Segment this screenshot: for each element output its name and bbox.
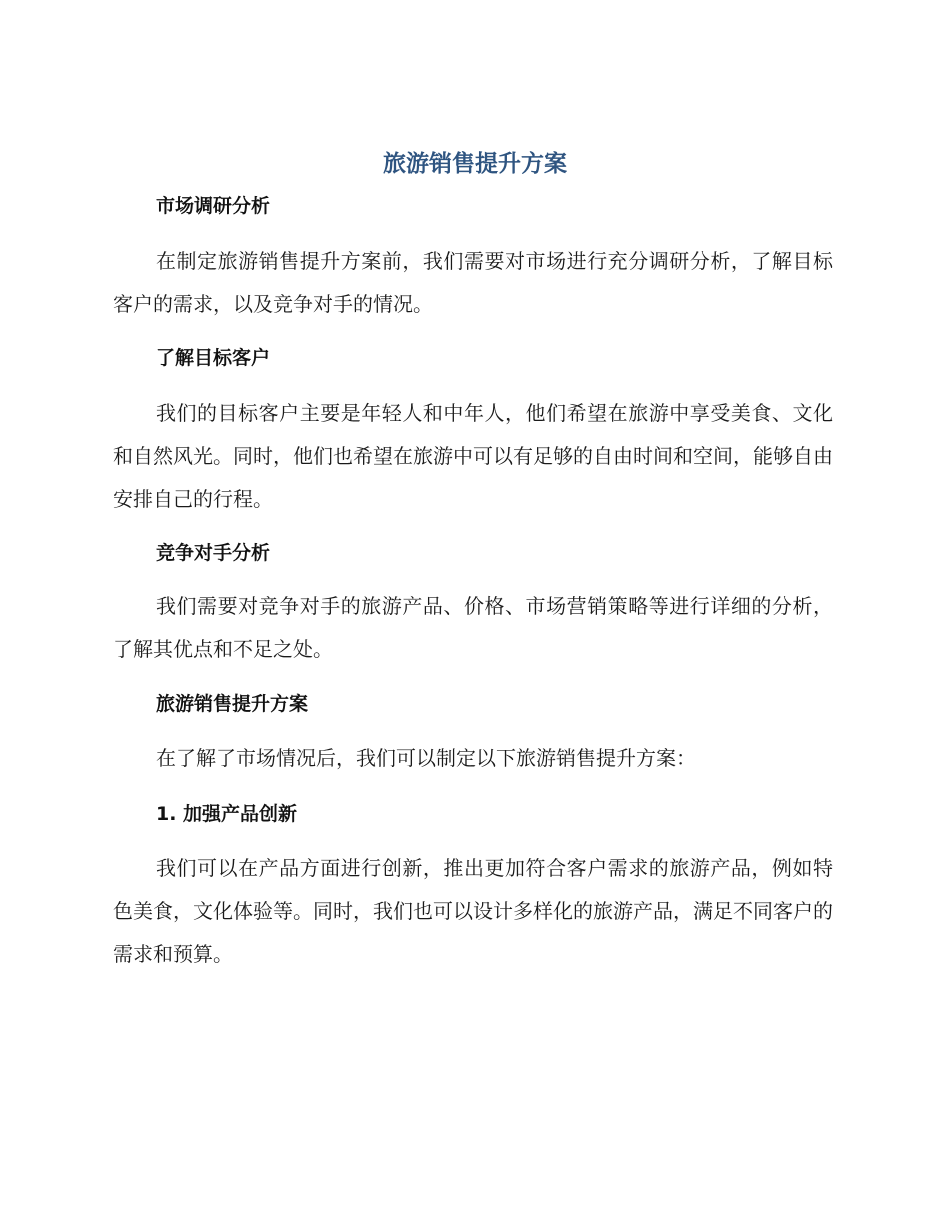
document-title: 旅游销售提升方案 <box>383 151 567 177</box>
section-paragraph-target-customers: 我们的目标客户主要是年轻人和中年人，他们希望在旅游中享受美食、文化和自然风光。同时，他们也希望在旅游中可以有足够的自由时间和空间，能够自由安排自己的行程。 <box>113 401 833 511</box>
section-paragraph-product-innovation: 我们可以在产品方面进行创新，推出更加符合客户需求的旅游产品，例如特色美食，文化体验等。同时，我们也可以设计多样化的旅游产品，满足不同客户的需求和预算。 <box>113 856 833 966</box>
section-heading-sales-plan: 旅游销售提升方案 <box>156 693 309 715</box>
section-paragraph-market-research: 在制定旅游销售提升方案前，我们需要对市场进行充分调研分析，了解目标客户的需求，以及竞争对手的情况。 <box>113 249 833 316</box>
section-heading-competitor-analysis: 竞争对手分析 <box>156 542 271 564</box>
section-heading-market-research: 市场调研分析 <box>156 195 271 217</box>
section-heading-target-customers: 了解目标客户 <box>156 347 271 369</box>
section-heading-product-innovation: 1. 加强产品创新 <box>156 803 298 825</box>
section-paragraph-sales-plan: 在了解了市场情况后，我们可以制定以下旅游销售提升方案： <box>156 746 696 770</box>
section-paragraph-competitor-analysis: 我们需要对竞争对手的旅游产品、价格、市场营销策略等进行详细的分析，了解其优点和不足之处。 <box>113 594 833 661</box>
